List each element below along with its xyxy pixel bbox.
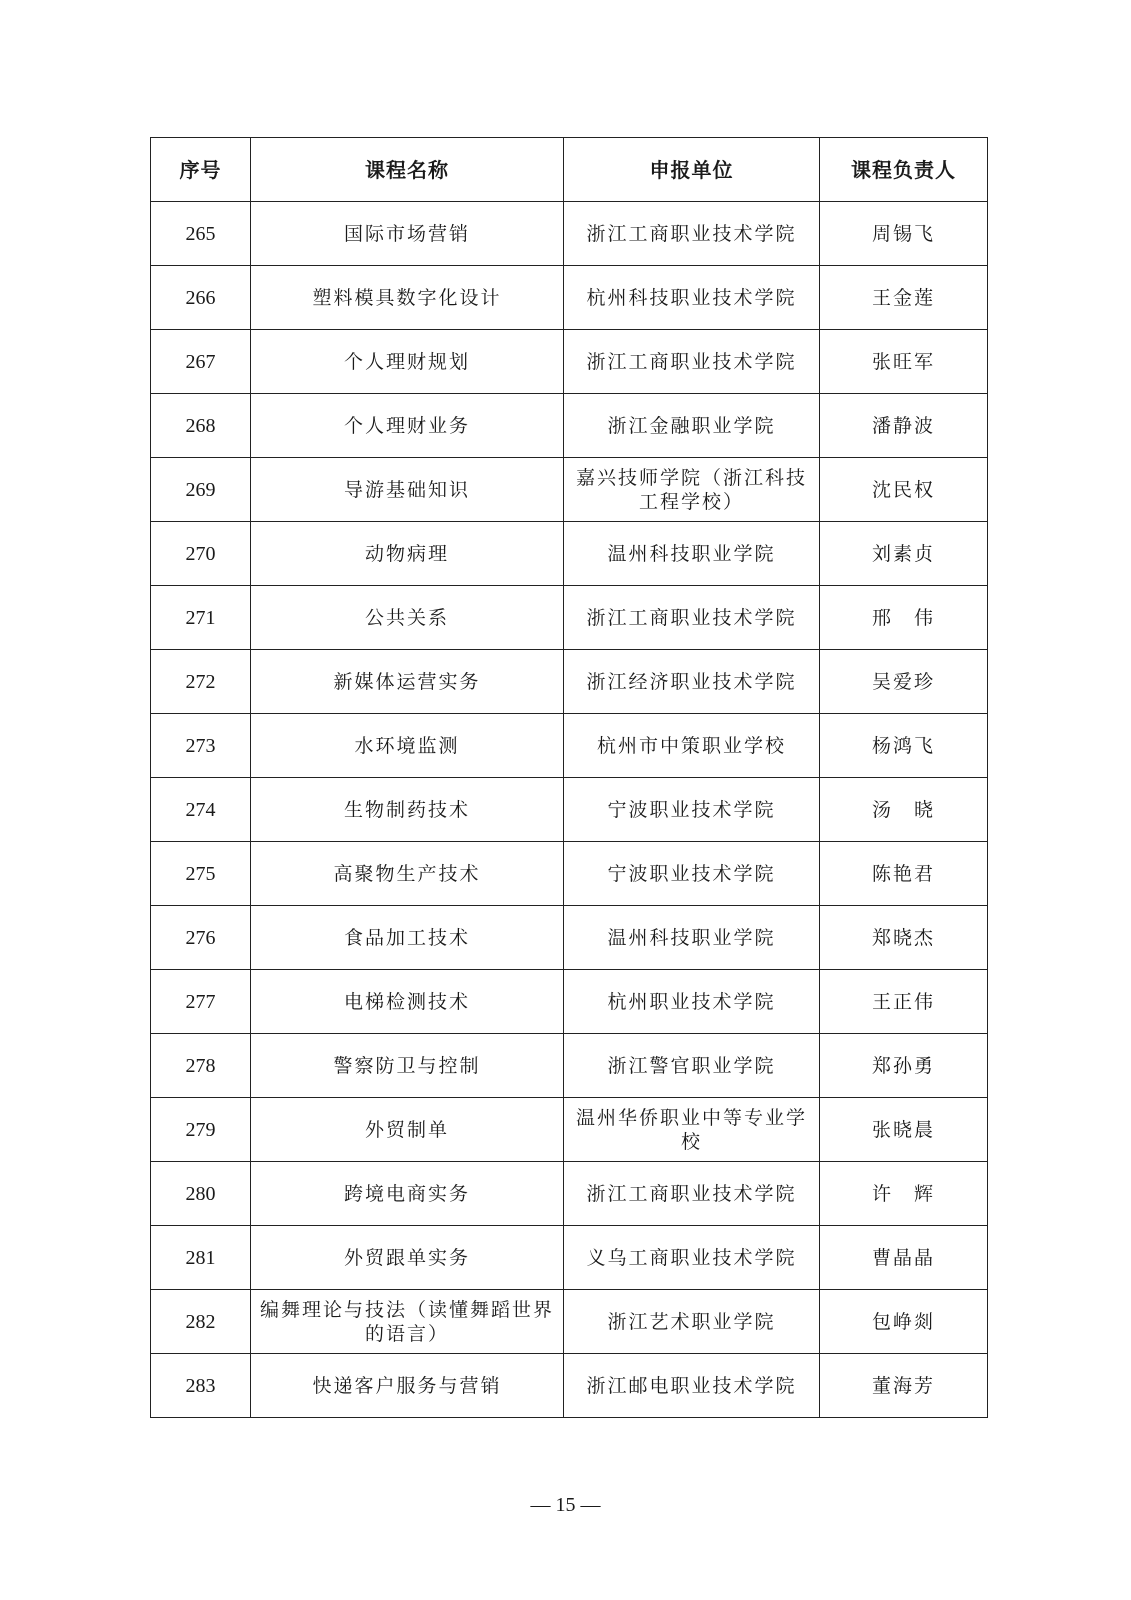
table-row — [151, 1098, 988, 1162]
applying-unit-cell: 浙江艺术职业学院 — [564, 1290, 820, 1354]
applying-unit-cell: 浙江邮电职业技术学院 — [564, 1354, 820, 1418]
table-row — [151, 714, 988, 778]
serial-number-cell: 282 — [151, 1290, 251, 1354]
course-owner-cell: 邢 伟 — [820, 586, 988, 650]
table-row — [151, 906, 988, 970]
table-row — [151, 266, 988, 330]
table-row — [151, 1034, 988, 1098]
course-owner-cell: 许 辉 — [820, 1162, 988, 1226]
table-row — [151, 1226, 988, 1290]
page-number: — 15 — — [530, 1494, 601, 1516]
applying-unit-cell: 嘉兴技师学院（浙江科技工程学校） — [564, 458, 820, 522]
course-name-cell: 高聚物生产技术 — [251, 842, 564, 906]
table-row — [151, 650, 988, 714]
serial-number-cell: 281 — [151, 1226, 251, 1290]
header-applying-unit: 申报单位 — [564, 138, 820, 202]
course-owner-cell: 曹晶晶 — [820, 1226, 988, 1290]
course-owner-cell: 张晓晨 — [820, 1098, 988, 1162]
table-row — [151, 394, 988, 458]
course-owner-cell: 董海芳 — [820, 1354, 988, 1418]
course-name-cell: 快递客户服务与营销 — [251, 1354, 564, 1418]
table-body — [151, 202, 988, 1418]
applying-unit-cell: 浙江金融职业学院 — [564, 394, 820, 458]
serial-number-cell: 270 — [151, 522, 251, 586]
serial-number-cell: 268 — [151, 394, 251, 458]
course-name-cell: 食品加工技术 — [251, 906, 564, 970]
course-owner-cell: 王正伟 — [820, 970, 988, 1034]
applying-unit-cell: 宁波职业技术学院 — [564, 842, 820, 906]
course-owner-cell: 刘素贞 — [820, 522, 988, 586]
applying-unit-cell: 浙江工商职业技术学院 — [564, 1162, 820, 1226]
course-name-cell: 导游基础知识 — [251, 458, 564, 522]
header-serial-number: 序号 — [151, 138, 251, 202]
applying-unit-cell: 浙江工商职业技术学院 — [564, 586, 820, 650]
course-owner-cell: 张旺军 — [820, 330, 988, 394]
table-row — [151, 1162, 988, 1226]
course-owner-cell: 吴爱珍 — [820, 650, 988, 714]
course-name-cell: 生物制药技术 — [251, 778, 564, 842]
course-name-cell: 外贸跟单实务 — [251, 1226, 564, 1290]
serial-number-cell: 279 — [151, 1098, 251, 1162]
table-row — [151, 842, 988, 906]
course-owner-cell: 汤 晓 — [820, 778, 988, 842]
header-course-name: 课程名称 — [251, 138, 564, 202]
applying-unit-cell: 杭州职业技术学院 — [564, 970, 820, 1034]
header-row — [151, 138, 988, 202]
course-name-cell: 电梯检测技术 — [251, 970, 564, 1034]
course-table — [150, 137, 988, 1418]
course-name-cell: 个人理财规划 — [251, 330, 564, 394]
applying-unit-cell: 温州科技职业学院 — [564, 906, 820, 970]
course-owner-cell: 郑孙勇 — [820, 1034, 988, 1098]
course-owner-cell: 杨鸿飞 — [820, 714, 988, 778]
serial-number-cell: 271 — [151, 586, 251, 650]
serial-number-cell: 277 — [151, 970, 251, 1034]
course-name-cell: 个人理财业务 — [251, 394, 564, 458]
course-owner-cell: 包峥剡 — [820, 1290, 988, 1354]
table-row — [151, 970, 988, 1034]
table-row — [151, 586, 988, 650]
serial-number-cell: 278 — [151, 1034, 251, 1098]
applying-unit-cell: 浙江工商职业技术学院 — [564, 202, 820, 266]
applying-unit-cell: 浙江经济职业技术学院 — [564, 650, 820, 714]
applying-unit-cell: 浙江工商职业技术学院 — [564, 330, 820, 394]
course-owner-cell: 潘静波 — [820, 394, 988, 458]
serial-number-cell: 273 — [151, 714, 251, 778]
course-owner-cell: 王金莲 — [820, 266, 988, 330]
table-row — [151, 202, 988, 266]
course-name-cell: 动物病理 — [251, 522, 564, 586]
course-owner-cell: 郑晓杰 — [820, 906, 988, 970]
table-row — [151, 330, 988, 394]
course-name-cell: 编舞理论与技法（读懂舞蹈世界的语言） — [251, 1290, 564, 1354]
course-name-cell: 公共关系 — [251, 586, 564, 650]
course-owner-cell: 陈艳君 — [820, 842, 988, 906]
serial-number-cell: 275 — [151, 842, 251, 906]
table-row — [151, 458, 988, 522]
course-name-cell: 国际市场营销 — [251, 202, 564, 266]
applying-unit-cell: 义乌工商职业技术学院 — [564, 1226, 820, 1290]
course-name-cell: 塑料模具数字化设计 — [251, 266, 564, 330]
course-name-cell: 跨境电商实务 — [251, 1162, 564, 1226]
table-row — [151, 1290, 988, 1354]
course-owner-cell: 周锡飞 — [820, 202, 988, 266]
table-header — [151, 138, 988, 202]
applying-unit-cell: 温州科技职业学院 — [564, 522, 820, 586]
serial-number-cell: 274 — [151, 778, 251, 842]
serial-number-cell: 283 — [151, 1354, 251, 1418]
serial-number-cell: 266 — [151, 266, 251, 330]
serial-number-cell: 280 — [151, 1162, 251, 1226]
table-row — [151, 522, 988, 586]
course-name-cell: 外贸制单 — [251, 1098, 564, 1162]
table-row — [151, 778, 988, 842]
serial-number-cell: 269 — [151, 458, 251, 522]
applying-unit-cell: 温州华侨职业中等专业学校 — [564, 1098, 820, 1162]
course-owner-cell: 沈民权 — [820, 458, 988, 522]
course-name-cell: 新媒体运营实务 — [251, 650, 564, 714]
applying-unit-cell: 浙江警官职业学院 — [564, 1034, 820, 1098]
serial-number-cell: 272 — [151, 650, 251, 714]
applying-unit-cell: 杭州市中策职业学校 — [564, 714, 820, 778]
serial-number-cell: 265 — [151, 202, 251, 266]
serial-number-cell: 276 — [151, 906, 251, 970]
applying-unit-cell: 宁波职业技术学院 — [564, 778, 820, 842]
applying-unit-cell: 杭州科技职业技术学院 — [564, 266, 820, 330]
header-course-owner: 课程负责人 — [820, 138, 988, 202]
course-name-cell: 水环境监测 — [251, 714, 564, 778]
course-name-cell: 警察防卫与控制 — [251, 1034, 564, 1098]
serial-number-cell: 267 — [151, 330, 251, 394]
table-row — [151, 1354, 988, 1418]
